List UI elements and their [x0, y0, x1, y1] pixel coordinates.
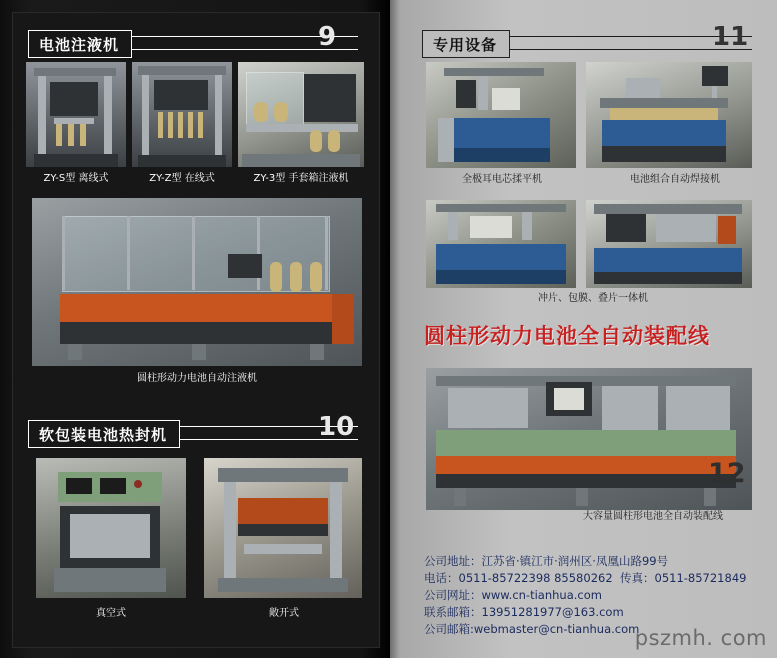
product-photo-battery-welding [586, 62, 752, 168]
product-photo-large-capacity-assembly-line [426, 368, 752, 510]
section-title-heat-sealing: 软包装电池热封机 [28, 420, 180, 448]
contact-address: 公司地址：江苏省·镇江市·润州区·凤凰山路99号 [424, 554, 669, 568]
photo-caption-vacuum-type: 真空式 [96, 608, 126, 619]
product-photo-tab-flattening [426, 62, 576, 168]
photo-caption-zy-z: ZY-Z型 在线式 [149, 173, 215, 184]
contact-fax: 传真：0511-85721849 [620, 571, 747, 585]
photo-caption-large-capacity-assembly-line: 大容量圆柱形电池全自动装配线 [583, 511, 723, 522]
section-title-battery-filling: 电池注液机 [28, 30, 132, 58]
contact-tel: 电话：0511-85722398 85580262 [424, 571, 613, 585]
section-header-heat-sealing [28, 420, 358, 446]
page-number-11: 11 [712, 22, 749, 52]
page-number-12: 12 [708, 458, 746, 489]
product-photo-open-type [204, 458, 362, 598]
photo-caption-zy-3: ZY-3型 手套箱注液机 [253, 173, 349, 184]
photo-caption-battery-welding: 电池组合自动焊接机 [630, 174, 720, 185]
product-photo-stacking-machine-right [586, 200, 752, 288]
photo-caption-tab-flattening: 全极耳电芯揉平机 [462, 174, 542, 185]
product-photo-zy-s [26, 62, 126, 167]
photo-caption-open-type: 敞开式 [269, 608, 299, 619]
watermark: pszmh. com [634, 626, 767, 650]
section-header-battery-filling [28, 30, 358, 56]
page-number-10: 10 [318, 412, 355, 442]
photo-caption-stacking-machine: 冲片、包膜、叠片一体机 [538, 293, 648, 304]
contact-mobile-email: 联系邮箱：13951281977@163.com [424, 605, 624, 619]
product-photo-stacking-machine-left [426, 200, 576, 288]
contact-website: 公司网址：www.cn-tianhua.com [424, 588, 602, 602]
page-number-9: 9 [318, 22, 337, 52]
section-title-special-equipment: 专用设备 [422, 30, 510, 58]
product-photo-zy-3 [238, 62, 364, 167]
photo-caption-cylindrical-filling-line: 圆柱形动力电池自动注液机 [137, 373, 257, 384]
product-photo-zy-z [132, 62, 232, 167]
contact-email: 公司邮箱:webmaster@cn-tianhua.com [424, 622, 640, 636]
product-photo-cylindrical-filling-line [32, 198, 362, 366]
photo-caption-zy-s: ZY-S型 离线式 [43, 173, 109, 184]
headline-cylindrical-assembly-line: 圆柱形动力电池全自动装配线 [424, 324, 710, 348]
section-header-special-equipment [422, 30, 752, 56]
product-photo-vacuum-type [36, 458, 186, 598]
